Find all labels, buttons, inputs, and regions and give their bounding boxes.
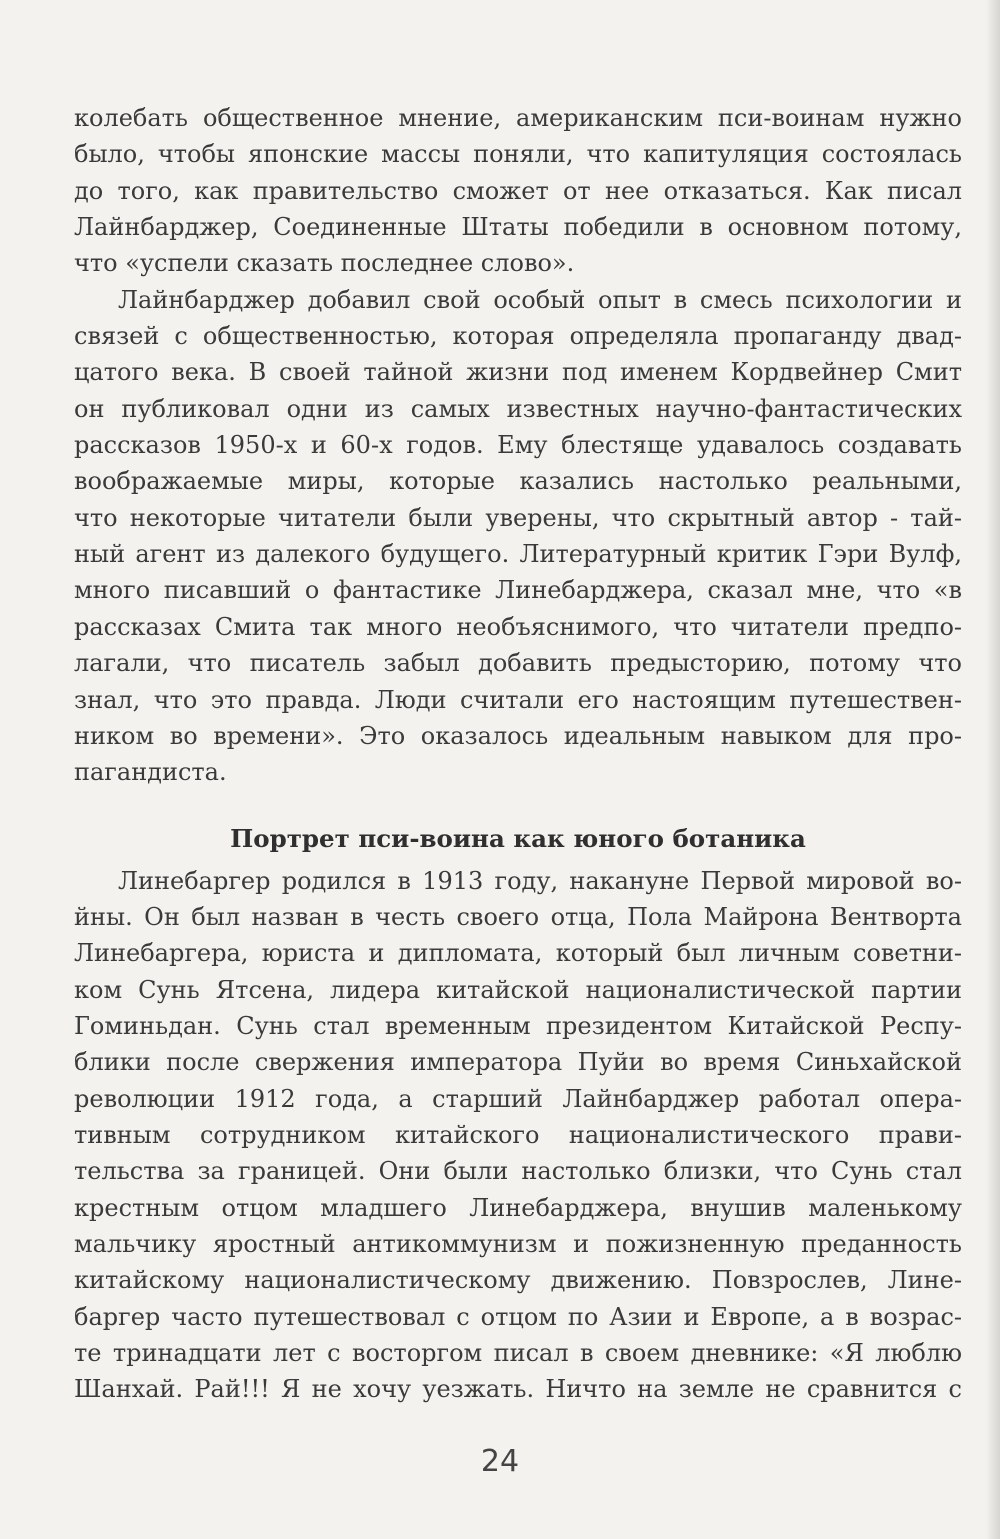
paragraph-2 <box>74 282 962 791</box>
text-line: тивным сотрудником китайского националистического прави- <box>74 1120 962 1149</box>
text-line: китайскому националистическому движению. Повзрослев, Лине- <box>74 1266 962 1295</box>
text-line: те тринадцати лет с восторгом писал в своем дневнике: «Я люблю <box>74 1339 962 1367</box>
text-line: ком Сунь Ятсена, лидера китайской националистической партии <box>74 975 962 1004</box>
text-line: крестным отцом младшего Линебарджера, внушив маленькому <box>74 1193 962 1222</box>
text-line: Лайнбарджер добавил свой особый опыт в смесь психологии и <box>118 285 962 314</box>
text-line: Линебаргер родился в 1913 году, накануне Первой мировой во- <box>118 866 962 895</box>
text-line: Лайнбарджер, Соединенные Штаты победили в основном потому, <box>74 213 962 242</box>
text-line: связей с общественностью, которая определяла пропаганду двад- <box>74 322 962 351</box>
text-line: было, чтобы японские массы поняли, что капитуляция состоялась <box>74 140 962 169</box>
text-line: Шанхай. Рай!!! Я не хочу уезжать. Ничто на земле не сравнится с <box>74 1375 962 1404</box>
text-line: что некоторые читатели были уверены, что скрытный автор - тай- <box>74 503 962 532</box>
text-line: тельства за границей. Они были настолько близки, что Сунь стал <box>74 1157 962 1186</box>
text-line: революции 1912 года, а старший Лайнбарджер работал опера- <box>74 1084 962 1113</box>
page-body <box>74 100 962 1408</box>
text-line: рассказов 1950-х и 60-х годов. Ему блестяще удавалось создавать <box>74 431 962 460</box>
text-line: рассказах Смита так много необъяснимого, что читатели предпо- <box>74 612 962 641</box>
text-line: ный агент из далекого будущего. Литературный критик Гэри Вулф, <box>74 540 962 569</box>
text-line: пагандиста. <box>74 758 227 787</box>
text-line: ником во времени». Это оказалось идеальным навыком для про- <box>74 721 962 750</box>
text-line: цатого века. В своей тайной жизни под именем Кордвейнер Смит <box>74 358 962 387</box>
text-line: баргер часто путешествовал с отцом по Азии и Европе, а в возрас- <box>74 1302 962 1331</box>
text-line: блики после свержения императора Пуйи во время Синьхайской <box>74 1048 962 1077</box>
text-line: до того, как правительство сможет от нее отказаться. Как писал <box>74 176 962 205</box>
text-line: колебать общественное мнение, американским пси-воинам нужно <box>74 104 962 132</box>
text-line: йны. Он был назван в честь своего отца, Пола Майрона Вентворта <box>74 902 962 931</box>
section-heading: Портрет пси-воина как юного ботаника <box>230 823 806 853</box>
text-line: воображаемые миры, которые казались настолько реальными, <box>74 467 962 496</box>
text-line: знал, что это правда. Люди считали его настоящим путешествен- <box>74 685 962 714</box>
text-line: что «успели сказать последнее слово». <box>74 249 575 278</box>
text-line: Гоминьдан. Сунь стал временным президентом Китайской Респу- <box>74 1011 962 1040</box>
page-edge-shadow <box>986 0 1000 1539</box>
text-line: много писавший о фантастике Линебарджера, сказал мне, что «в <box>74 576 962 605</box>
text-line: мальчику яростный антикоммунизм и пожизненную преданность <box>74 1229 962 1258</box>
text-line: лагали, что писатель забыл добавить предысторию, потому что <box>74 649 962 678</box>
page-number: 24 <box>480 1444 520 1479</box>
text-line: Линебаргера, юриста и дипломата, который был личным советни- <box>74 939 962 968</box>
paragraph-3 <box>74 863 962 1408</box>
paragraph-1 <box>74 100 962 282</box>
text-line: он публиковал одни из самых известных научно-фантастических <box>74 394 962 423</box>
